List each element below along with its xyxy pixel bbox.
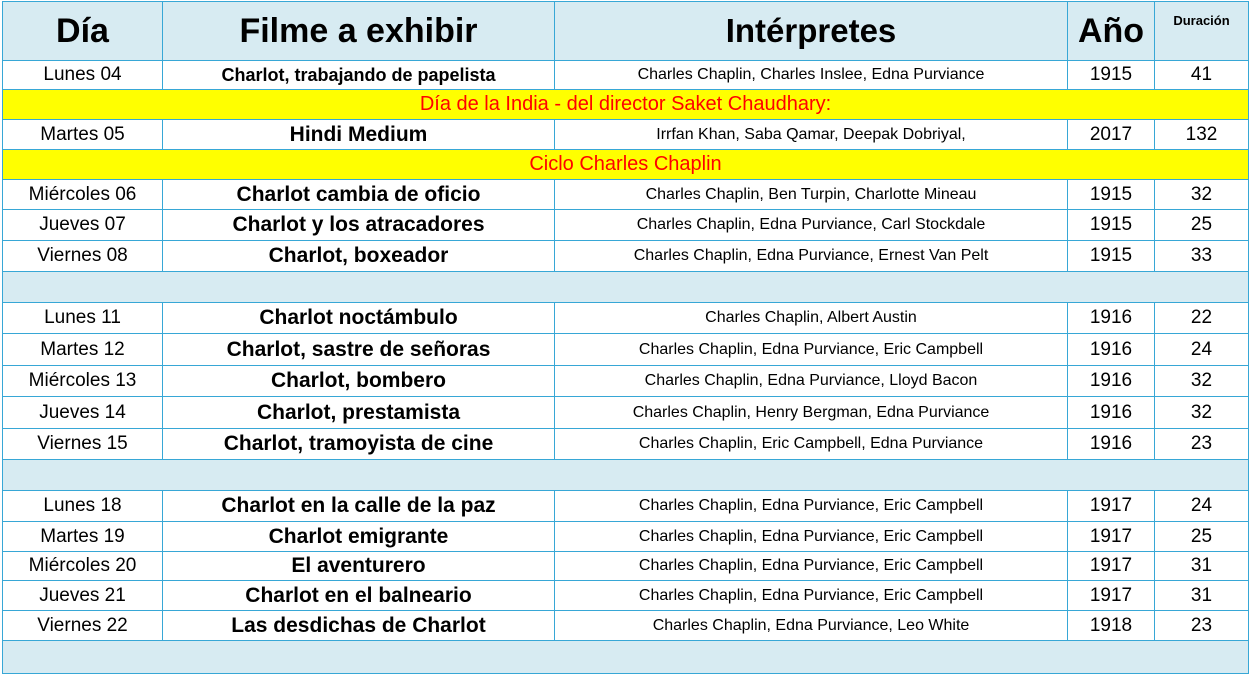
spacer-row	[3, 460, 1249, 491]
day-cell: Lunes 18	[3, 491, 163, 522]
actors-cell: Charles Chaplin, Edna Purviance, Carl Stockdale	[555, 210, 1068, 241]
duration-cell: 32	[1155, 397, 1249, 429]
actors-cell: Charles Chaplin, Edna Purviance, Eric Campbell	[555, 334, 1068, 366]
year-cell: 1917	[1068, 552, 1155, 581]
duration-cell: 31	[1155, 581, 1249, 611]
actors-cell: Charles Chaplin, Charles Inslee, Edna Purviance	[555, 61, 1068, 90]
day-cell: Viernes 08	[3, 241, 163, 272]
film-title-cell: Charlot, sastre de señoras	[163, 334, 555, 366]
table-row	[3, 241, 1249, 272]
duration-cell: 32	[1155, 366, 1249, 397]
actors-cell: Charles Chaplin, Eric Campbell, Edna Purviance	[555, 429, 1068, 460]
day-cell: Viernes 15	[3, 429, 163, 460]
spacer-row	[3, 641, 1249, 674]
film-title-cell: Charlot, prestamista	[163, 397, 555, 429]
duration-cell: 31	[1155, 552, 1249, 581]
schedule-table	[2, 1, 1249, 674]
film-title-cell: Charlot, boxeador	[163, 241, 555, 272]
duration-cell: 23	[1155, 429, 1249, 460]
film-title-cell: Charlot cambia de oficio	[163, 180, 555, 210]
header-actors: Intérpretes	[555, 2, 1068, 61]
day-cell: Jueves 07	[3, 210, 163, 241]
year-cell: 1915	[1068, 61, 1155, 90]
table-row	[3, 210, 1249, 241]
film-title-cell: Charlot emigrante	[163, 522, 555, 552]
actors-cell: Charles Chaplin, Edna Purviance, Eric Campbell	[555, 552, 1068, 581]
day-cell: Jueves 14	[3, 397, 163, 429]
actors-cell: Charles Chaplin, Albert Austin	[555, 303, 1068, 334]
spacer-cell	[3, 460, 1249, 491]
year-cell: 1917	[1068, 491, 1155, 522]
film-title-cell: Charlot en el balneario	[163, 581, 555, 611]
duration-cell: 132	[1155, 120, 1249, 150]
actors-cell: Charles Chaplin, Edna Purviance, Ernest Van Pelt	[555, 241, 1068, 272]
actors-cell: Charles Chaplin, Edna Purviance, Leo White	[555, 611, 1068, 641]
day-cell: Jueves 21	[3, 581, 163, 611]
day-cell: Martes 05	[3, 120, 163, 150]
spacer-cell	[3, 272, 1249, 303]
actors-cell: Charles Chaplin, Edna Purviance, Eric Campbell	[555, 491, 1068, 522]
day-cell: Martes 19	[3, 522, 163, 552]
table-row	[3, 180, 1249, 210]
table-row	[3, 581, 1249, 611]
table-row	[3, 522, 1249, 552]
day-cell: Martes 12	[3, 334, 163, 366]
header-film: Filme a exhibir	[163, 2, 555, 61]
year-cell: 1918	[1068, 611, 1155, 641]
actors-cell: Charles Chaplin, Henry Bergman, Edna Purviance	[555, 397, 1068, 429]
year-cell: 2017	[1068, 120, 1155, 150]
header-duration: Duración	[1155, 2, 1249, 61]
duration-cell: 24	[1155, 491, 1249, 522]
table-row	[3, 366, 1249, 397]
actors-cell: Charles Chaplin, Edna Purviance, Eric Campbell	[555, 522, 1068, 552]
film-title-cell: Charlot y los atracadores	[163, 210, 555, 241]
table-row	[3, 397, 1249, 429]
film-title-cell: El aventurero	[163, 552, 555, 581]
film-title-cell: Charlot en la calle de la paz	[163, 491, 555, 522]
header-row	[3, 2, 1249, 61]
schedule-body	[3, 61, 1249, 674]
film-title-cell: Charlot noctámbulo	[163, 303, 555, 334]
table-row	[3, 120, 1249, 150]
duration-cell: 32	[1155, 180, 1249, 210]
actors-cell: Charles Chaplin, Ben Turpin, Charlotte Mineau	[555, 180, 1068, 210]
year-cell: 1916	[1068, 366, 1155, 397]
year-cell: 1915	[1068, 180, 1155, 210]
day-cell: Lunes 11	[3, 303, 163, 334]
year-cell: 1917	[1068, 581, 1155, 611]
header-day: Día	[3, 2, 163, 61]
table-row	[3, 611, 1249, 641]
year-cell: 1917	[1068, 522, 1155, 552]
table-row	[3, 303, 1249, 334]
film-title-cell: Las desdichas de Charlot	[163, 611, 555, 641]
year-cell: 1915	[1068, 241, 1155, 272]
duration-cell: 41	[1155, 61, 1249, 90]
table-row	[3, 552, 1249, 581]
duration-cell: 23	[1155, 611, 1249, 641]
header-year: Año	[1068, 2, 1155, 61]
section-banner: Ciclo Charles Chaplin	[3, 150, 1249, 180]
section-banner-row	[3, 150, 1249, 180]
year-cell: 1916	[1068, 303, 1155, 334]
section-banner-row	[3, 90, 1249, 120]
film-title-cell: Charlot, tramoyista de cine	[163, 429, 555, 460]
day-cell: Miércoles 20	[3, 552, 163, 581]
actors-cell: Irrfan Khan, Saba Qamar, Deepak Dobriyal,	[555, 120, 1068, 150]
table-row	[3, 61, 1249, 90]
table-row	[3, 429, 1249, 460]
day-cell: Lunes 04	[3, 61, 163, 90]
year-cell: 1916	[1068, 397, 1155, 429]
duration-cell: 25	[1155, 210, 1249, 241]
film-title-cell: Charlot, trabajando de papelista	[163, 61, 555, 90]
spacer-cell	[3, 641, 1249, 674]
film-title-cell: Charlot, bombero	[163, 366, 555, 397]
day-cell: Viernes 22	[3, 611, 163, 641]
year-cell: 1916	[1068, 334, 1155, 366]
day-cell: Miércoles 13	[3, 366, 163, 397]
table-row	[3, 491, 1249, 522]
actors-cell: Charles Chaplin, Edna Purviance, Lloyd Bacon	[555, 366, 1068, 397]
spacer-row	[3, 272, 1249, 303]
film-title-cell: Hindi Medium	[163, 120, 555, 150]
duration-cell: 24	[1155, 334, 1249, 366]
section-banner: Día de la India - del director Saket Chaudhary:	[3, 90, 1249, 120]
year-cell: 1915	[1068, 210, 1155, 241]
day-cell: Miércoles 06	[3, 180, 163, 210]
actors-cell: Charles Chaplin, Edna Purviance, Eric Campbell	[555, 581, 1068, 611]
duration-cell: 22	[1155, 303, 1249, 334]
year-cell: 1916	[1068, 429, 1155, 460]
table-row	[3, 334, 1249, 366]
duration-cell: 33	[1155, 241, 1249, 272]
duration-cell: 25	[1155, 522, 1249, 552]
